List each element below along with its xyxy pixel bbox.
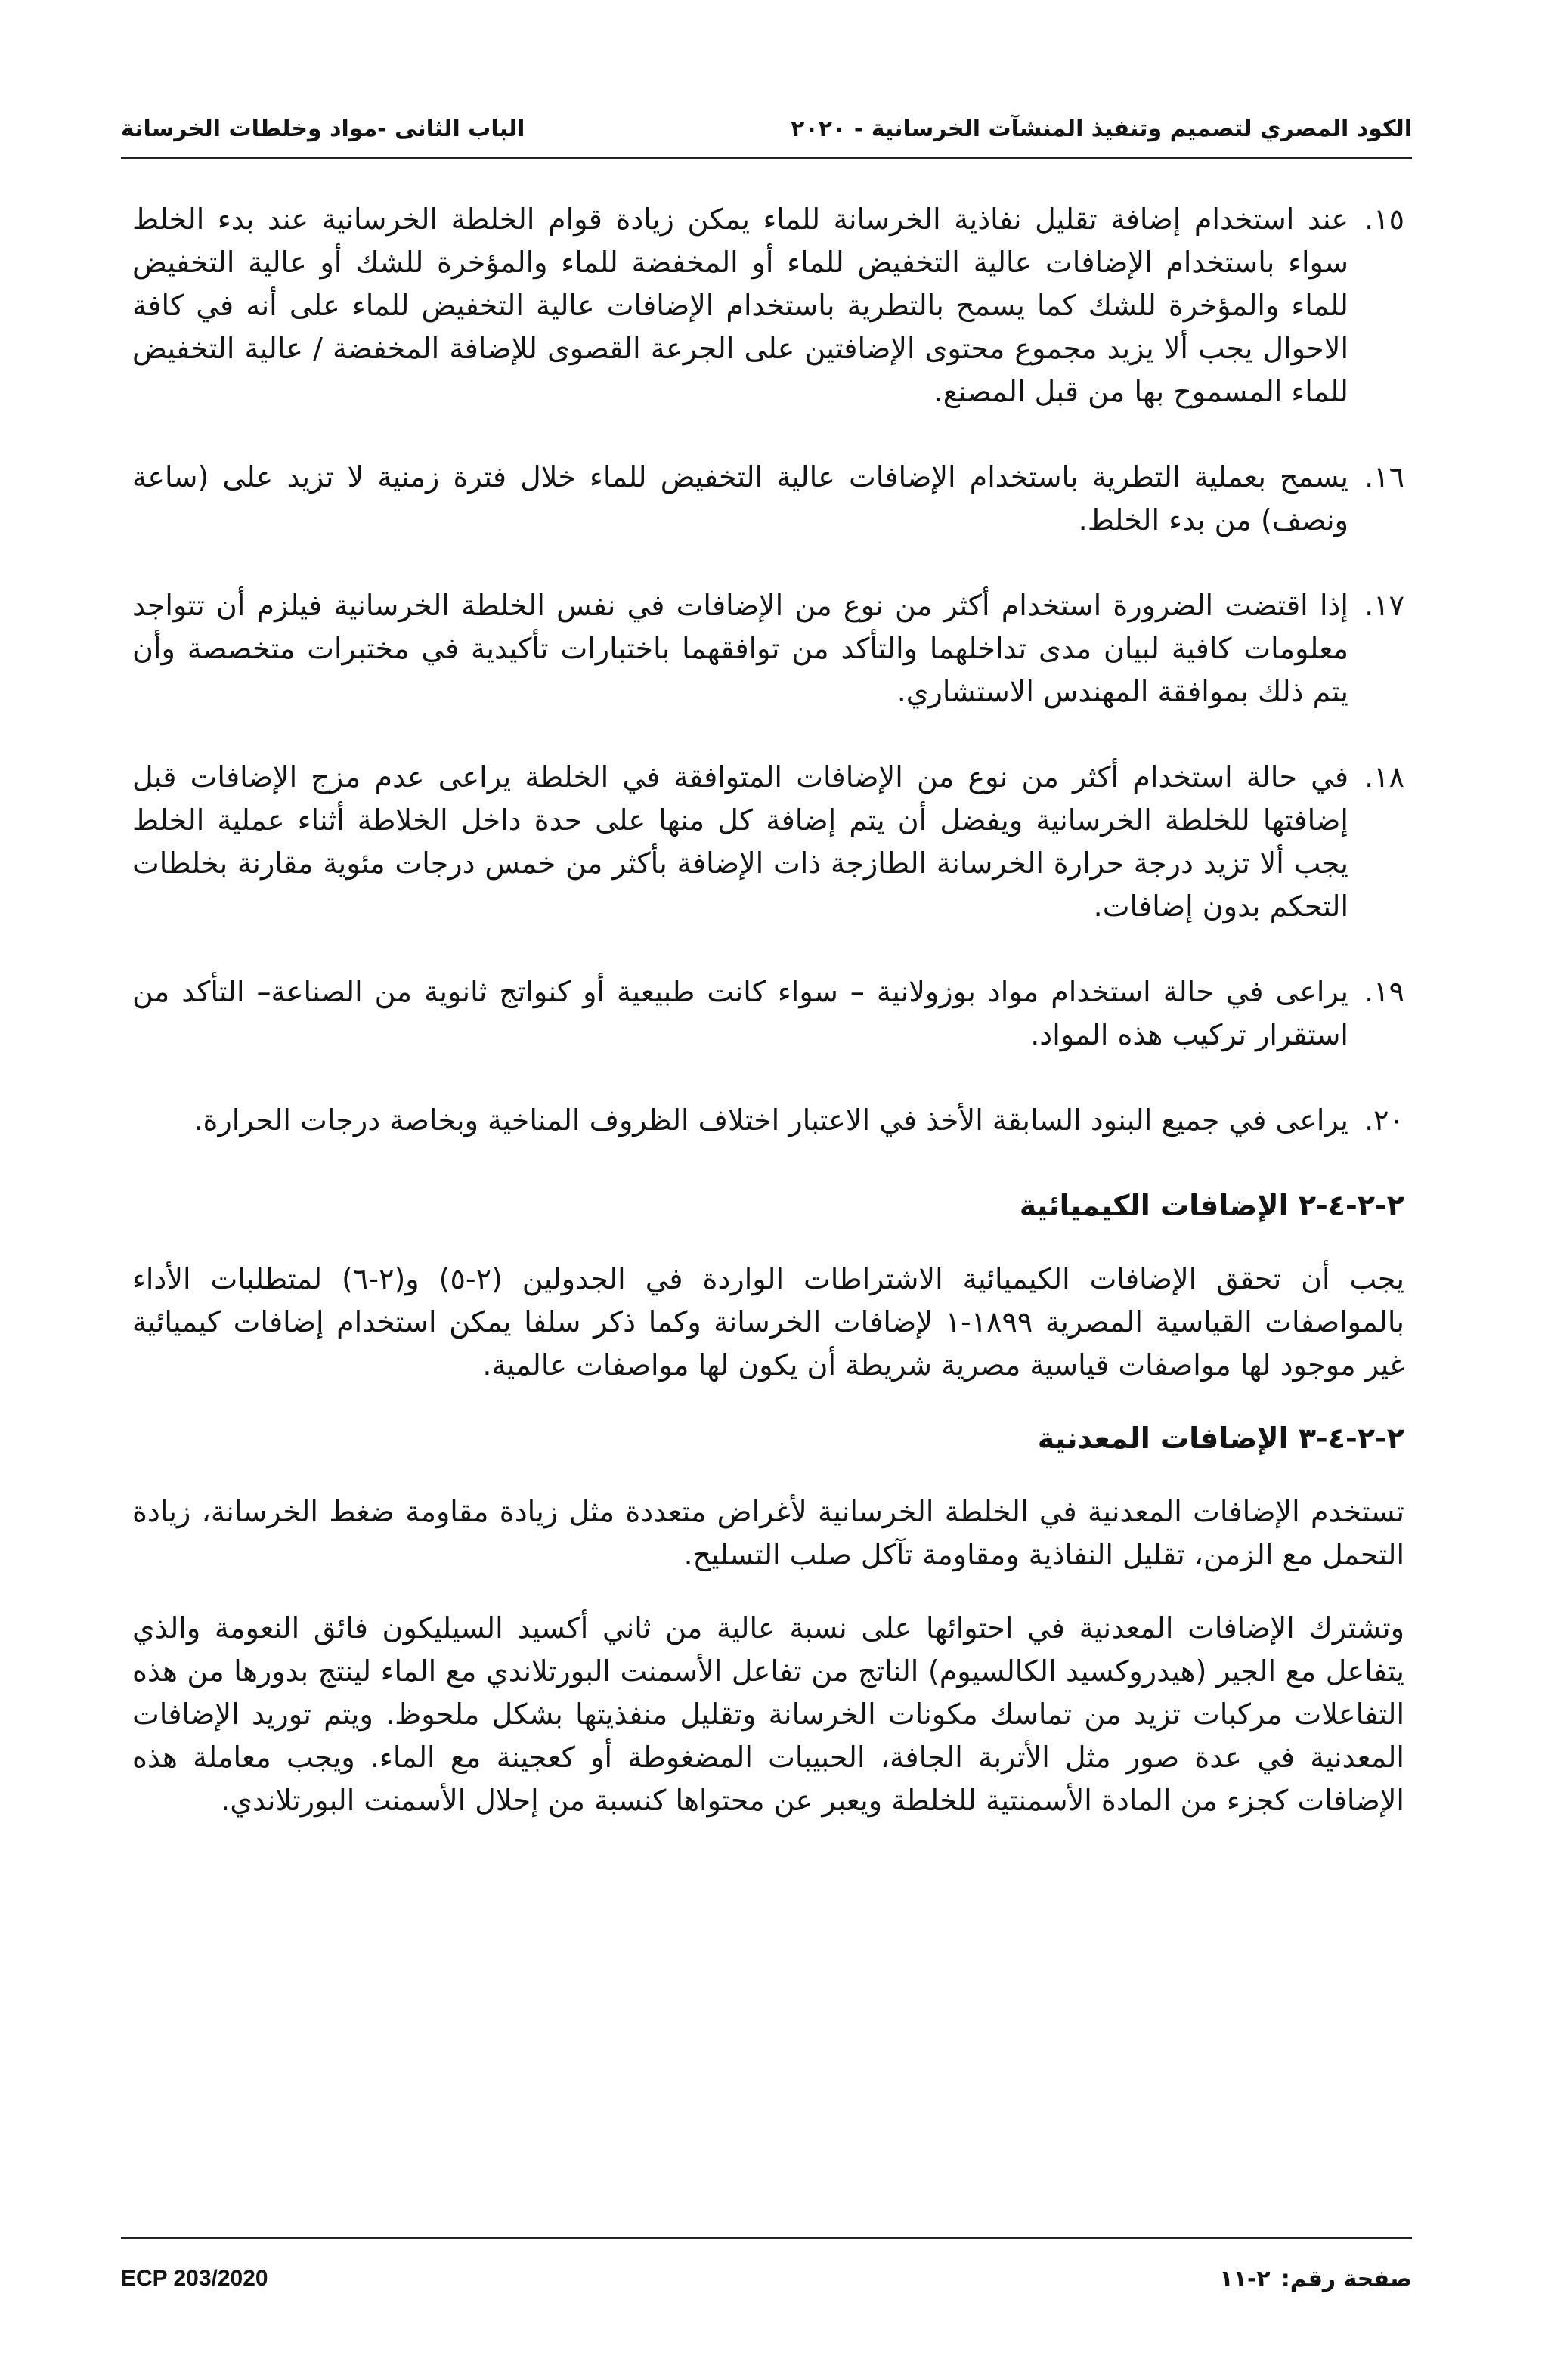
list-item <box>132 456 1404 542</box>
page-number-block <box>1219 2266 1412 2292</box>
item-text: إذا اقتضت الضرورة استخدام أكثر من نوع من الإضافات في نفس الخلطة الخرسانية فيلزم أن تتواجد معلومات كافية لبيان مدى تداخلهما والتأكد من توافقهما باختبارات تأكيدية في مختبرات متخصصة وأن يتم ذلك بموافقة المهندس الاستشاري. <box>132 589 1348 708</box>
list-item <box>132 584 1404 713</box>
item-text: عند استخدام إضافة تقليل نفاذية الخرسانة للماء يمكن زيادة قوام الخلطة الخرسانية عند بدء الخلط سواء باستخدام الإضافات عالية التخفيض للماء أو المخفضة للماء والمؤخرة للشك أو عالية التخفيض للماء والمؤخرة للشك كما يسمح بالتطرية باستخدام الإضافات عالية التخفيض للماء على أنه في كافة الاحوال يجب ألا يزيد مجموع محتوى الإضافتين على الجرعة القصوى للإضافة المخفضة / عالية التخفيض للماء المسموح بها من قبل المصنع. <box>132 203 1348 408</box>
section-heading-mineral-admixtures: ٢-٢-٤-٣ الإضافات المعدنية <box>1037 1422 1404 1455</box>
section-heading-chemical-admixtures: ٢-٢-٤-٢ الإضافات الكيميائية <box>1019 1189 1404 1222</box>
item-number: ١٨. <box>1364 760 1404 794</box>
item-text: يراعى في حالة استخدام مواد بوزولانية – سواء كانت طبيعية أو كنواتج ثانوية من الصناعة– التأكد من استقرار تركيب هذه المواد. <box>132 975 1348 1051</box>
page-content <box>132 198 1404 1852</box>
item-number: ٢٠. <box>1364 1103 1404 1137</box>
paragraph-mineral-admixtures-uses: تستخدم الإضافات المعدنية في الخلطة الخرسانية لأغراض متعددة مثل زيادة مقاومة ضغط الخرسانة، زيادة التحمل مع الزمن، تقليل النفاذية ومقاومة تآكل صلب التسليح. <box>132 1495 1404 1571</box>
list-item <box>132 970 1404 1057</box>
item-number: ١٦. <box>1364 460 1404 494</box>
item-number: ١٥. <box>1364 203 1404 236</box>
header-divider <box>121 157 1412 159</box>
page-number-label: صفحة رقم: <box>1280 2265 1412 2292</box>
item-text: في حالة استخدام أكثر من نوع من الإضافات المتوافقة في الخلطة يراعى عدم مزج الإضافات قبل إضافتها للخلطة الخرسانية ويفضل أن يتم إضافة كل منها على حدة داخل الخلاطة أثناء عملية الخلط يجب ألا تزيد درجة حرارة الخرسانة الطازجة ذات الإضافة بأكثر من خمس درجات مئوية مقارنة بخلطات التحكم بدون إضافات. <box>132 760 1348 923</box>
header-chapter-title: الباب الثانى -مواد وخلطات الخرسانة <box>121 115 525 142</box>
footer-divider <box>121 2237 1412 2239</box>
paragraph-chemical-admixtures: يجب أن تحقق الإضافات الكيميائية الاشتراطات الواردة في الجدولين (٢-٥) و(٢-٦) لمتطلبات الأداء بالمواصفات القياسية المصرية ١٨٩٩-١ لإضافات الخرسانة وكما ذكر سلفا يمكن استخدام إضافات كيميائية غير موجود لها مواصفات قياسية مصرية شريطة أن يكون لها مواصفات عالمية. <box>132 1262 1404 1382</box>
item-number: ١٧. <box>1364 589 1404 622</box>
item-text: يسمح بعملية التطرية باستخدام الإضافات عالية التخفيض للماء خلال فترة زمنية لا تزيد على (ساعة ونصف) من بدء الخلط. <box>132 460 1348 537</box>
list-item <box>132 756 1404 928</box>
list-item <box>132 1099 1404 1142</box>
page-header <box>121 106 1412 151</box>
item-number: ١٩. <box>1364 975 1404 1008</box>
page-footer <box>121 2260 1412 2298</box>
code-reference: ECP 203/2020 <box>121 2266 268 2291</box>
list-item <box>132 198 1404 413</box>
item-text: يراعى في جميع البنود السابقة الأخذ في الاعتبار اختلاف الظروف المناخية وبخاصة درجات الحرارة. <box>194 1103 1348 1137</box>
paragraph-mineral-admixtures-composition: وتشترك الإضافات المعدنية في احتوائها على نسبة عالية من ثاني أكسيد السيليكون فائق النعومة والذي يتفاعل مع الجير (هيدروكسيد الكالسيوم) الناتج من تفاعل الأسمنت البورتلاندي مع الماء لينتج بدورها من هذه التفاعلات مركبات تزيد من تماسك مكونات الخرسانة وتقليل منفذيتها بشكل ملحوظ. ويتم توريد الإضافات المعدنية في عدة صور مثل الأتربة الجافة، الحبيبات المضغوطة أو كعجينة مع الماء. ويجب معاملة هذه الإضافات كجزء من المادة الأسمنتية للخلطة ويعبر عن محتواها كنسبة من إحلال الأسمنت البورتلاندي. <box>132 1611 1404 1817</box>
header-code-title: الكود المصري لتصميم وتنفيذ المنشآت الخرسانية - ٢٠٢٠ <box>791 115 1412 142</box>
page-number: ٢-١١ <box>1219 2265 1271 2292</box>
